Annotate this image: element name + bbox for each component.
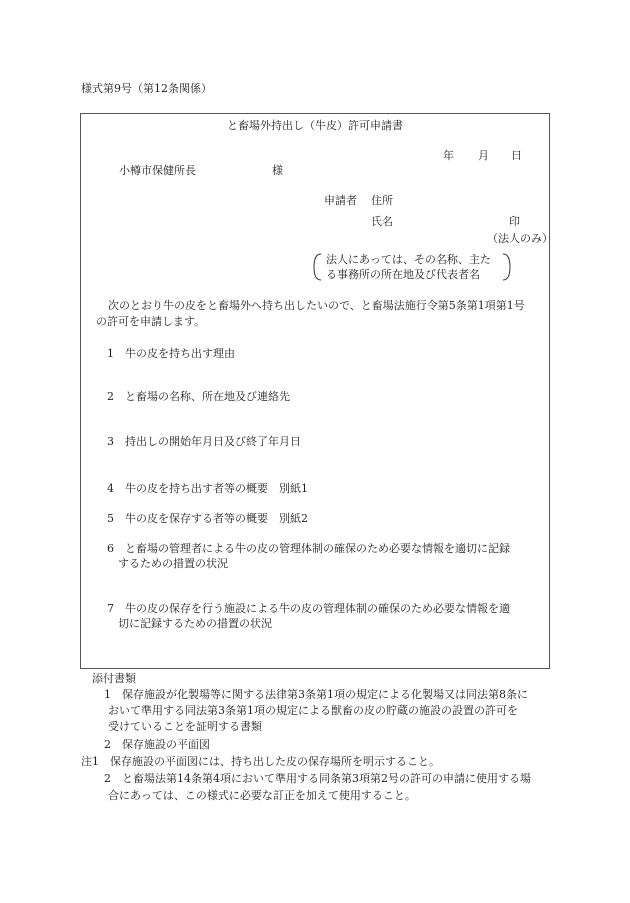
corporation-note-line1: 法人にあっては、その名称、主た xyxy=(326,253,491,266)
item-2 xyxy=(107,390,290,404)
item-number: 5 xyxy=(107,512,114,525)
item-number: 2 xyxy=(107,390,114,403)
item-number: 7 xyxy=(107,602,114,615)
item-text: 牛の皮を持ち出す理由 xyxy=(125,347,235,360)
item-4 xyxy=(107,482,308,496)
item-number: 3 xyxy=(107,435,114,448)
item-1 xyxy=(107,347,235,361)
item-5 xyxy=(107,512,308,526)
item-text: 牛の皮の保存を行う施設による牛の皮の管理体制の確保のため必要な情報を適 xyxy=(125,602,510,615)
attachment-1-line3: 受けていることを証明する書類 xyxy=(108,720,262,733)
item-7-continuation: 切に記録するための措置の状況 xyxy=(118,617,272,630)
attachments-title: 添付書類 xyxy=(92,672,136,685)
item-6 xyxy=(107,542,510,556)
item-7 xyxy=(107,602,510,616)
item-text: 持出しの開始年月日及び終了年月日 xyxy=(125,435,301,448)
note-2-line2: 合にあっては、この様式に必要な訂正を加えて使用すること。 xyxy=(108,789,416,802)
applicant-label: 申請者 xyxy=(324,194,357,207)
date-month-label: 月 xyxy=(478,149,489,162)
address-label: 住所 xyxy=(371,194,393,207)
item-3 xyxy=(107,435,301,449)
form-number: 様式第9号（第12条関係） xyxy=(81,82,212,95)
item-6-continuation: するための措置の状況 xyxy=(118,557,228,570)
item-text: と畜場の名称、所在地及び連絡先 xyxy=(125,390,290,403)
document-title: と畜場外持出し（牛皮）許可申請書 xyxy=(227,119,403,132)
item-number: 4 xyxy=(107,482,114,495)
attachment-1-line2: おいて準用する同法第3条第1項の規定による獣畜の皮の貯蔵の施設の設置の許可を xyxy=(108,704,518,717)
corporation-note-line2: る事務所の所在地及び代表者名 xyxy=(326,268,480,281)
note-2-line1: 2 と畜場法第14条第4項において準用する同条第3項第2号の許可の申請に使用する場 xyxy=(104,772,531,785)
date-day-label: 日 xyxy=(511,149,522,162)
item-text: と畜場の管理者による牛の皮の管理体制の確保のため必要な情報を適切に記録 xyxy=(125,542,510,555)
item-number: 6 xyxy=(107,542,114,555)
recipient-honorific: 様 xyxy=(272,164,283,177)
attachment-1-line1: 1 保存施設が化製場等に関する法律第3条第1項の規定による化製場又は同法第8条に xyxy=(104,688,528,701)
corporation-only-note: （法人のみ） xyxy=(487,232,553,245)
seal-mark: 印 xyxy=(509,215,520,228)
item-text: 牛の皮を持ち出す者等の概要 別紙1 xyxy=(125,482,308,495)
item-number: 1 xyxy=(107,347,114,360)
recipient: 小樽市保健所長 xyxy=(119,164,196,177)
name-label: 氏名 xyxy=(371,215,393,228)
body-text-line1: 次のとおり牛の皮をと畜場外へ持ち出したいので、と畜場法施行令第5条第1項第1号 xyxy=(108,299,525,312)
note-1: 注1 保存施設の平面図には、持ち出した皮の保存場所を明示すること。 xyxy=(81,755,440,768)
item-text: 牛の皮を保存する者等の概要 別紙2 xyxy=(125,512,308,525)
body-text-line2: の許可を申請します。 xyxy=(96,315,206,328)
date-year-label: 年 xyxy=(443,149,454,162)
attachment-2: 2 保存施設の平面図 xyxy=(104,738,210,751)
